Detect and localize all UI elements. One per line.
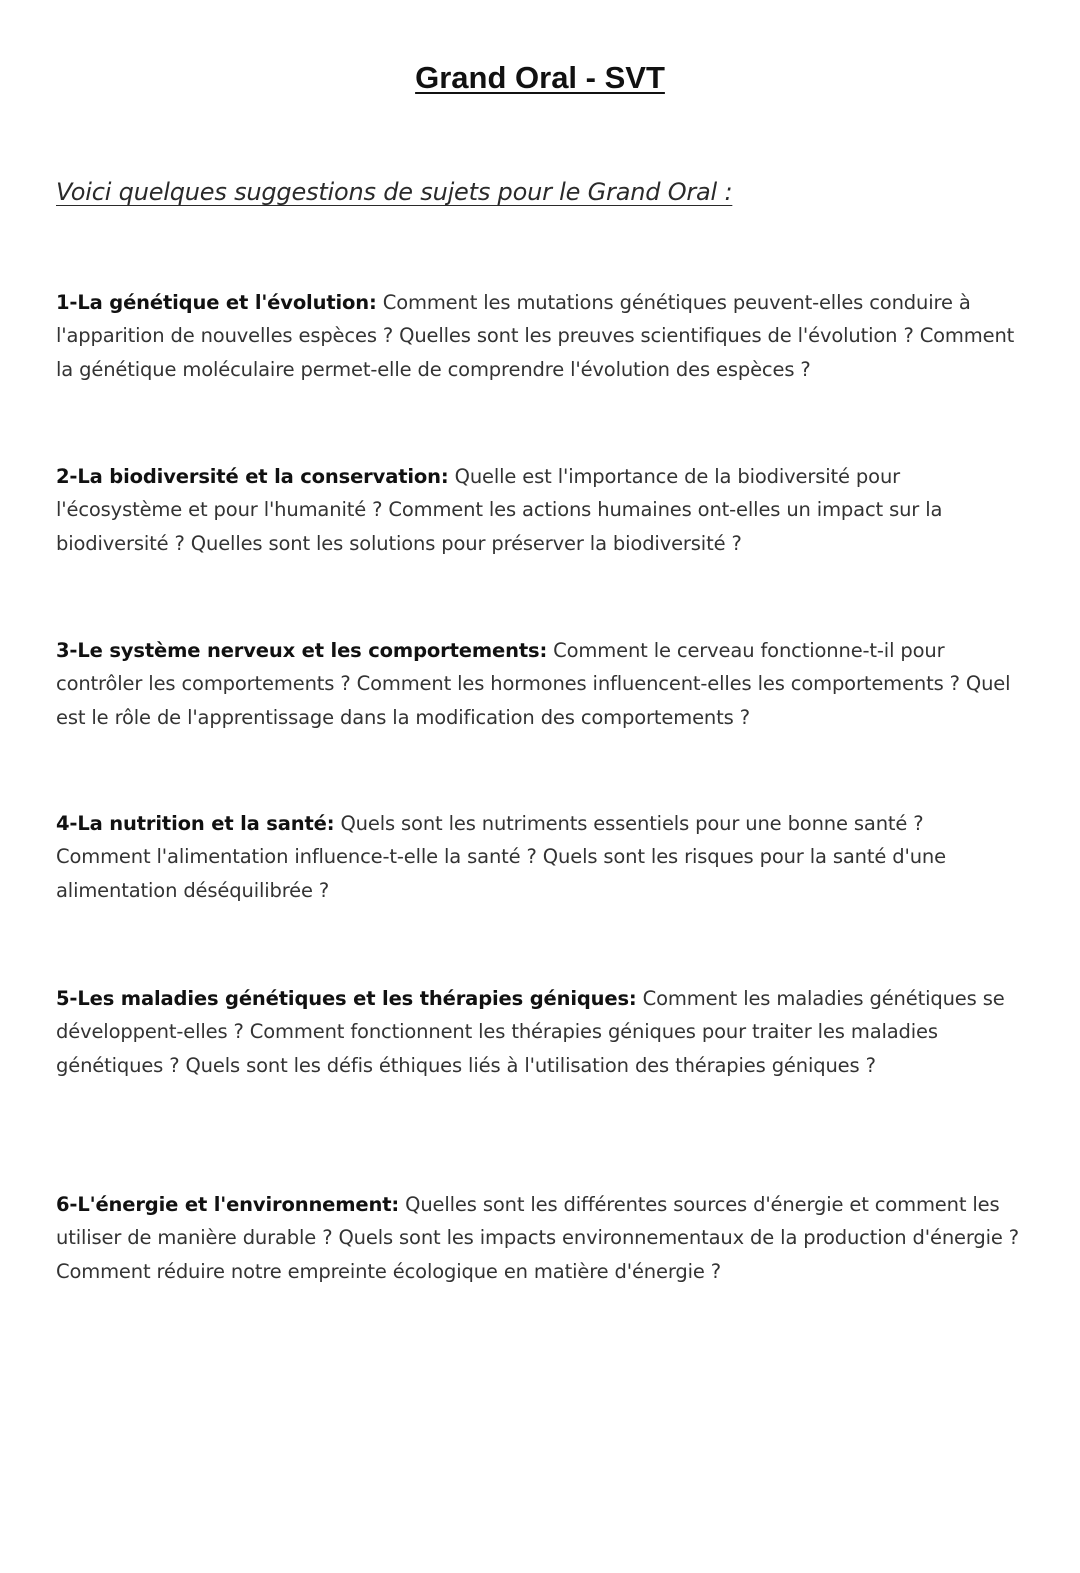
topic-heading: 3-Le système nerveux et les comportements: — [56, 639, 548, 662]
topic-text: Comment le cerveau fonctionne-t-il pour contrôler les comportements ? Comment les hormones influencent-elles les comportements ? Quel est le rôle de l'apprentissage dans la modification des comportements ? — [56, 639, 1011, 729]
topic-heading: 1-La génétique et l'évolution: — [56, 291, 377, 314]
topic-paragraph — [56, 634, 1024, 734]
topic-paragraph — [56, 286, 1024, 386]
topic-paragraph — [56, 1188, 1024, 1288]
topic-paragraph — [56, 460, 1024, 560]
topic-paragraph — [56, 982, 1024, 1082]
subtitle: Voici quelques suggestions de sujets pour le Grand Oral : — [56, 178, 733, 206]
topic-text: Comment les mutations génétiques peuvent-elles conduire à l'apparition de nouvelles espèces ? Quelles sont les preuves scientifiques de l'évolution ? Comment la génétique moléculaire permet-elle de comprendre l'évolution des espèces ? — [56, 291, 1015, 381]
page-title-text: Grand Oral - SVT — [415, 60, 665, 95]
topic-heading: 2-La biodiversité et la conservation: — [56, 465, 449, 488]
topic-text: Quelles sont les différentes sources d'énergie et comment les utiliser de manière durable ? Quels sont les impacts environnementaux de la production d'énergie ? Comment réduire notre empreinte écologique en matière d'énergie ? — [56, 1193, 1020, 1283]
topic-heading: 6-L'énergie et l'environnement: — [56, 1193, 400, 1216]
topic-text: Quelle est l'importance de la biodiversité pour l'écosystème et pour l'humanité ? Comment les actions humaines ont-elles un impact sur la biodiversité ? Quelles sont les solutions pour préserver la biodiversité ? — [56, 465, 943, 555]
page-title — [0, 56, 1080, 100]
topic-heading: 4-La nutrition et la santé: — [56, 812, 335, 835]
topic-text: Quels sont les nutriments essentiels pour une bonne santé ? Comment l'alimentation influence-t-elle la santé ? Quels sont les risques pour la santé d'une alimentation déséquilibrée ? — [56, 812, 946, 902]
topic-heading: 5-Les maladies génétiques et les thérapies géniques: — [56, 987, 637, 1010]
topic-paragraph — [56, 807, 1024, 907]
topic-text: Comment les maladies génétiques se développent-elles ? Comment fonctionnent les thérapies géniques pour traiter les maladies génétiques ? Quels sont les défis éthiques liés à l'utilisation des thérapies géniques ? — [56, 987, 1005, 1077]
